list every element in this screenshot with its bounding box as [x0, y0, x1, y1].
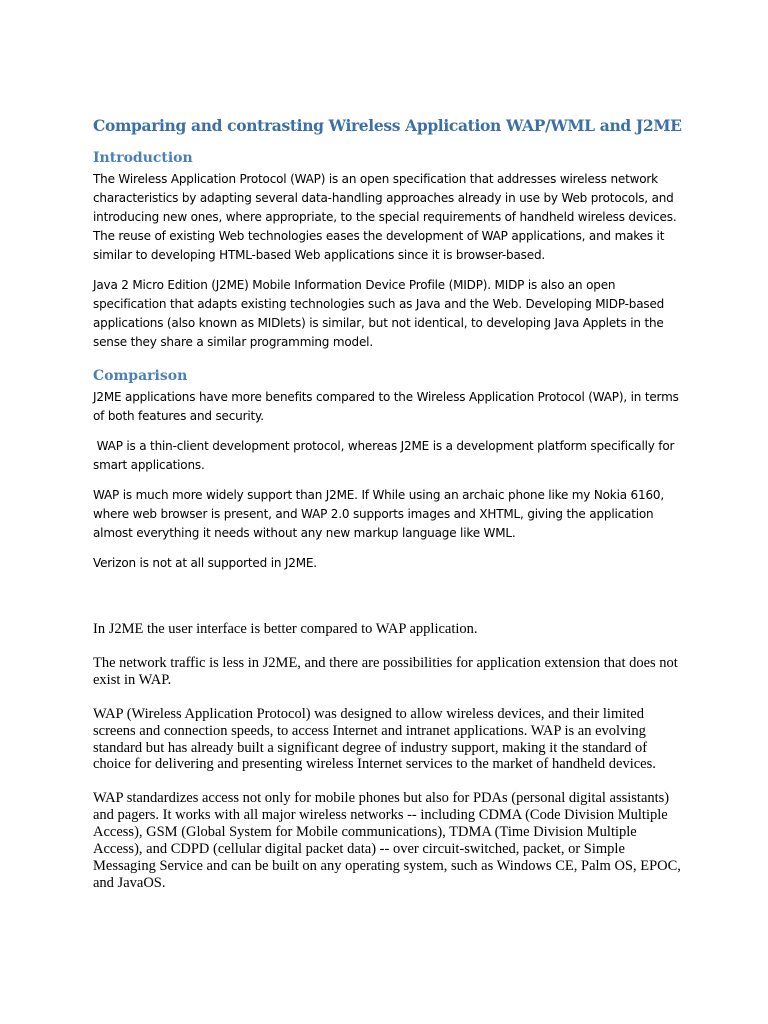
introduction-heading: Introduction: [93, 150, 193, 166]
serif-paragraph-wap-design: WAP (Wireless Application Protocol) was designed to allow wireless devices, and their limited screens and connection speeds, to access Internet and intranet applications. WAP is an evolving standard but has already built a significant degree of industry support, making it the standard of choice for delivering and presenting wireless Internet services to the market of handheld devices.: [93, 705, 656, 773]
comparison-paragraph-benefits: J2ME applications have more benefits compared to the Wireless Application Protocol (WAP), in terms of both features and security.: [93, 390, 679, 423]
intro-paragraph-j2me: Java 2 Micro Edition (J2ME) Mobile Information Device Profile (MIDP). MIDP is also an open specification that adapts existing technologies such as Java and the Web. Developing MIDP-based applications (also known as MIDlets) is similar, but not identical, to developing Java Applets in the sense they share a similar programming model.: [93, 278, 665, 349]
document-body: [93, 114, 683, 909]
comparison-paragraph-support: WAP is much more widely support than J2ME. If While using an archaic phone like my Nokia 6160, where web browser is present, and WAP 2.0 supports images and XHTML, giving the application almost everything it needs without any new markup language like WML.: [93, 488, 664, 540]
serif-paragraph-wap-standards: WAP standardizes access not only for mobile phones but also for PDAs (personal digital assistants) and pagers. It works with all major wireless networks -- including CDMA (Code Division Multiple Access), GSM (Global System for Mobile communications), TDMA (Time Division Multiple Access), and CDPD (cellular digital packet data) -- over circuit-switched, packet, or Simple Messaging Service and can be built on any operating system, such as Windows CE, Palm OS, EPOC, and JavaOS.: [93, 790, 681, 891]
comparison-paragraph-verizon: Verizon is not at all supported in J2ME.: [93, 556, 317, 570]
intro-paragraph-wap: The Wireless Application Protocol (WAP) is an open specification that addresses wireless network characteristics by adapting several data-handling approaches already in use by Web protocols, and introducing new ones, where appropriate, to the special requirements of handheld wireless devices. The reuse of existing Web technologies eases the development of WAP applications, and makes it similar to developing HTML-based Web applications since it is browser-based.: [93, 172, 677, 262]
comparison-paragraph-thin-client: WAP is a thin-client development protocol, whereas J2ME is a development platform specifically for smart applications.: [93, 439, 678, 472]
comparison-heading: Comparison: [93, 368, 188, 384]
serif-paragraph-network: The network traffic is less in J2ME, and there are possibilities for application extension that does not exist in WAP.: [93, 654, 678, 688]
serif-paragraph-ui: In J2ME the user interface is better compared to WAP application.: [93, 621, 478, 637]
document-title: Comparing and contrasting Wireless Application WAP/WML and J2ME: [93, 116, 682, 135]
